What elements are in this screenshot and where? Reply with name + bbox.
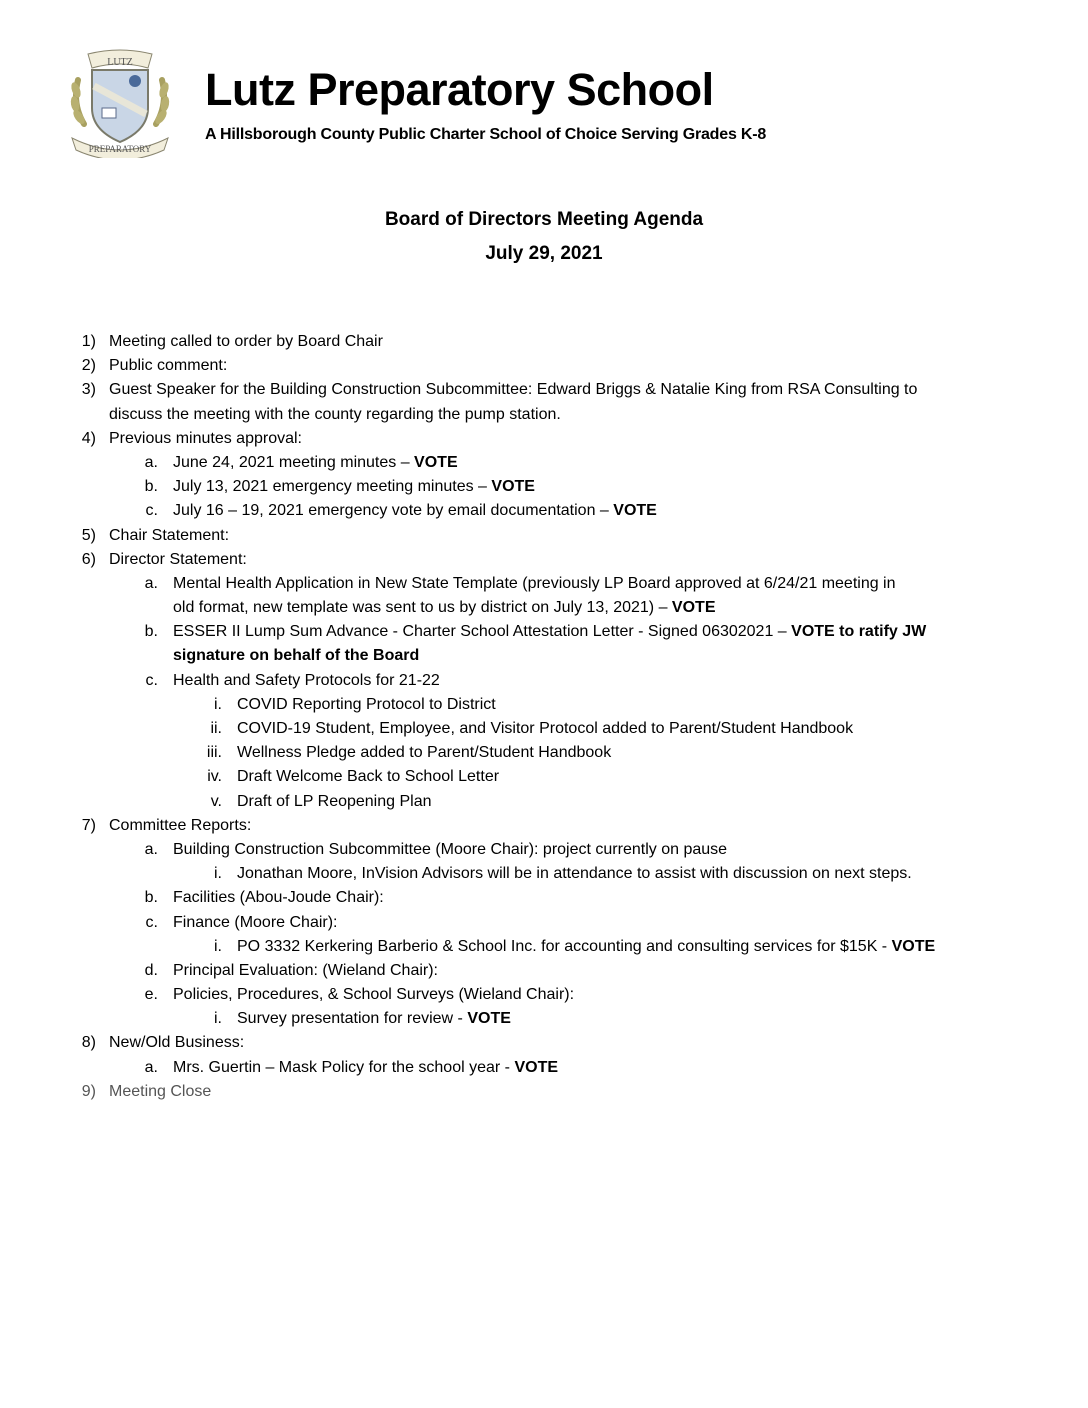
- item-text: Previous minutes approval:: [109, 429, 302, 447]
- item-number: i.: [214, 1010, 222, 1028]
- vote-label: VOTE: [891, 937, 936, 955]
- item-text: Facilities (Abou-Joude Chair):: [173, 889, 384, 907]
- agenda-subitem: [0, 475, 1088, 499]
- item-number: iv.: [207, 768, 222, 786]
- item-text: New/Old Business:: [109, 1034, 245, 1052]
- item-text-body: Survey presentation for review -: [237, 1010, 468, 1028]
- agenda-subsubitem: [0, 741, 1088, 765]
- item-number: 1): [81, 333, 96, 350]
- item-text: Director Statement:: [109, 550, 247, 568]
- agenda-item: [0, 524, 1088, 548]
- item-text-body: July 13, 2021 emergency meeting minutes –: [173, 478, 492, 496]
- item-text-continued: [173, 596, 715, 620]
- item-text: COVID Reporting Protocol to District: [237, 695, 496, 713]
- item-number: iii.: [206, 744, 222, 762]
- item-number: b.: [144, 623, 158, 641]
- item-number: ii.: [210, 720, 222, 738]
- item-text: Committee Reports:: [109, 816, 252, 834]
- item-text: [173, 620, 926, 644]
- logo-top-text: LUTZ: [107, 57, 133, 68]
- item-text-body: July 16 – 19, 2021 emergency vote by email documentation –: [173, 502, 614, 520]
- item-text: Jonathan Moore, InVision Advisors will be in attendance to assist with discussion on next steps.: [237, 865, 912, 883]
- item-number: i.: [214, 695, 222, 713]
- agenda-subsubitem: [0, 765, 1088, 789]
- item-number: 9): [81, 1082, 96, 1100]
- agenda-subsubitem: [0, 790, 1088, 814]
- vote-label: VOTE: [613, 502, 657, 520]
- vote-label: VOTE: [414, 453, 458, 471]
- item-text: [173, 451, 458, 475]
- item-number: 6): [81, 550, 96, 568]
- item-number: i.: [214, 865, 222, 883]
- agenda-subsubitem: [0, 693, 1088, 717]
- item-number: 5): [81, 526, 96, 544]
- item-text: [237, 935, 935, 959]
- agenda-subsubitem: [0, 935, 1088, 959]
- item-text: [173, 499, 657, 523]
- item-number: c.: [145, 671, 158, 689]
- agenda-item: [0, 330, 1088, 354]
- agenda-subsubitem: [0, 717, 1088, 741]
- item-text: Health and Safety Protocols for 21-22: [173, 671, 440, 689]
- vote-label: VOTE: [671, 599, 716, 617]
- vote-label-continued: signature on behalf of the Board: [173, 647, 420, 665]
- item-text: Guest Speaker for the Building Construction Subcommittee: Edward Briggs & Natalie King from RSA Consulting to: [109, 381, 918, 399]
- agenda-subitem: [0, 620, 1088, 668]
- item-number: a.: [144, 1058, 158, 1076]
- item-text: [237, 1007, 511, 1031]
- item-number: 8): [81, 1034, 96, 1052]
- item-text: Chair Statement:: [109, 526, 230, 544]
- agenda-title: Board of Directors Meeting Agenda: [384, 209, 704, 230]
- agenda-list: [0, 330, 1088, 1104]
- agenda-item: [0, 354, 1088, 378]
- vote-label: VOTE to ratify JW: [791, 623, 927, 641]
- school-name: Lutz Preparatory School: [205, 64, 714, 115]
- item-number: 3): [81, 381, 96, 399]
- item-number: b.: [144, 478, 158, 496]
- vote-label: VOTE: [514, 1058, 559, 1076]
- item-text-continued: discuss the meeting with the county regarding the pump station.: [109, 405, 561, 423]
- agenda-item: [0, 814, 1088, 838]
- agenda-date: July 29, 2021: [485, 243, 603, 264]
- agenda-item: [0, 1031, 1088, 1055]
- item-text: [173, 1056, 558, 1080]
- item-text: [173, 475, 535, 499]
- item-text: Building Construction Subcommittee (Moore Chair): project currently on pause: [173, 840, 728, 858]
- agenda-subitem: [0, 959, 1088, 983]
- item-text: Finance (Moore Chair):: [173, 913, 338, 931]
- agenda-subitem: [0, 451, 1088, 475]
- agenda-subitem: [0, 1056, 1088, 1080]
- vote-label: VOTE: [467, 1010, 511, 1028]
- item-text-body: old format, new template was sent to us by district on July 13, 2021) –: [173, 599, 672, 617]
- item-number: e.: [144, 986, 158, 1004]
- item-text: Principal Evaluation: (Wieland Chair):: [173, 961, 438, 979]
- agenda-subitem: [0, 838, 1088, 862]
- item-text: Public comment:: [109, 357, 228, 375]
- item-text: Draft of LP Reopening Plan: [237, 792, 432, 810]
- logo-bottom-text: PREPARATORY: [88, 144, 152, 154]
- item-number: a.: [144, 574, 158, 592]
- agenda-item: [0, 548, 1088, 572]
- item-text: COVID-19 Student, Employee, and Visitor Protocol added to Parent/Student Handbook: [237, 720, 854, 738]
- item-text: Mental Health Application in New State Template (previously LP Board approved at 6/24/21 meeting in: [173, 574, 896, 592]
- item-number: b.: [144, 889, 158, 907]
- agenda-subitem: [0, 669, 1088, 693]
- agenda-subsubitem: [0, 1007, 1088, 1031]
- item-number: c.: [145, 913, 158, 931]
- item-text: Policies, Procedures, & School Surveys (Wieland Chair):: [173, 986, 575, 1004]
- item-number: 4): [81, 429, 96, 447]
- agenda-subitem: [0, 572, 1088, 620]
- item-text: Meeting called to order by Board Chair: [109, 333, 383, 350]
- agenda-item: [0, 378, 1088, 426]
- item-text-body: Mrs. Guertin – Mask Policy for the school year -: [173, 1058, 515, 1076]
- item-text: Wellness Pledge added to Parent/Student Handbook: [237, 744, 612, 762]
- agenda-subitem: [0, 911, 1088, 935]
- school-subtitle: A Hillsborough County Public Charter School of Choice Serving Grades K-8: [205, 126, 767, 143]
- item-number: a.: [144, 840, 158, 858]
- agenda-subitem: [0, 499, 1088, 523]
- item-number: i.: [214, 937, 222, 955]
- item-number: v.: [210, 792, 222, 810]
- vote-label: VOTE: [491, 478, 535, 496]
- item-text-body: PO 3332 Kerkering Barberio & School Inc. for accounting and consulting services for $15K -: [237, 937, 892, 955]
- agenda-item: [0, 427, 1088, 451]
- item-number: 7): [81, 816, 96, 834]
- item-text: Meeting Close: [109, 1082, 212, 1100]
- school-crest-logo: [64, 46, 176, 158]
- item-number: d.: [144, 961, 158, 979]
- item-number: c.: [145, 502, 158, 520]
- agenda-subsubitem: [0, 862, 1088, 886]
- agenda-subitem: [0, 886, 1088, 910]
- item-number: 2): [81, 357, 96, 375]
- agenda-subitem: [0, 983, 1088, 1007]
- item-text: Draft Welcome Back to School Letter: [237, 768, 500, 786]
- item-text-body: ESSER II Lump Sum Advance - Charter School Attestation Letter - Signed 06302021 –: [173, 623, 792, 641]
- item-number: a.: [144, 453, 158, 471]
- item-text-body: June 24, 2021 meeting minutes –: [173, 453, 415, 471]
- agenda-item: [0, 1080, 1088, 1104]
